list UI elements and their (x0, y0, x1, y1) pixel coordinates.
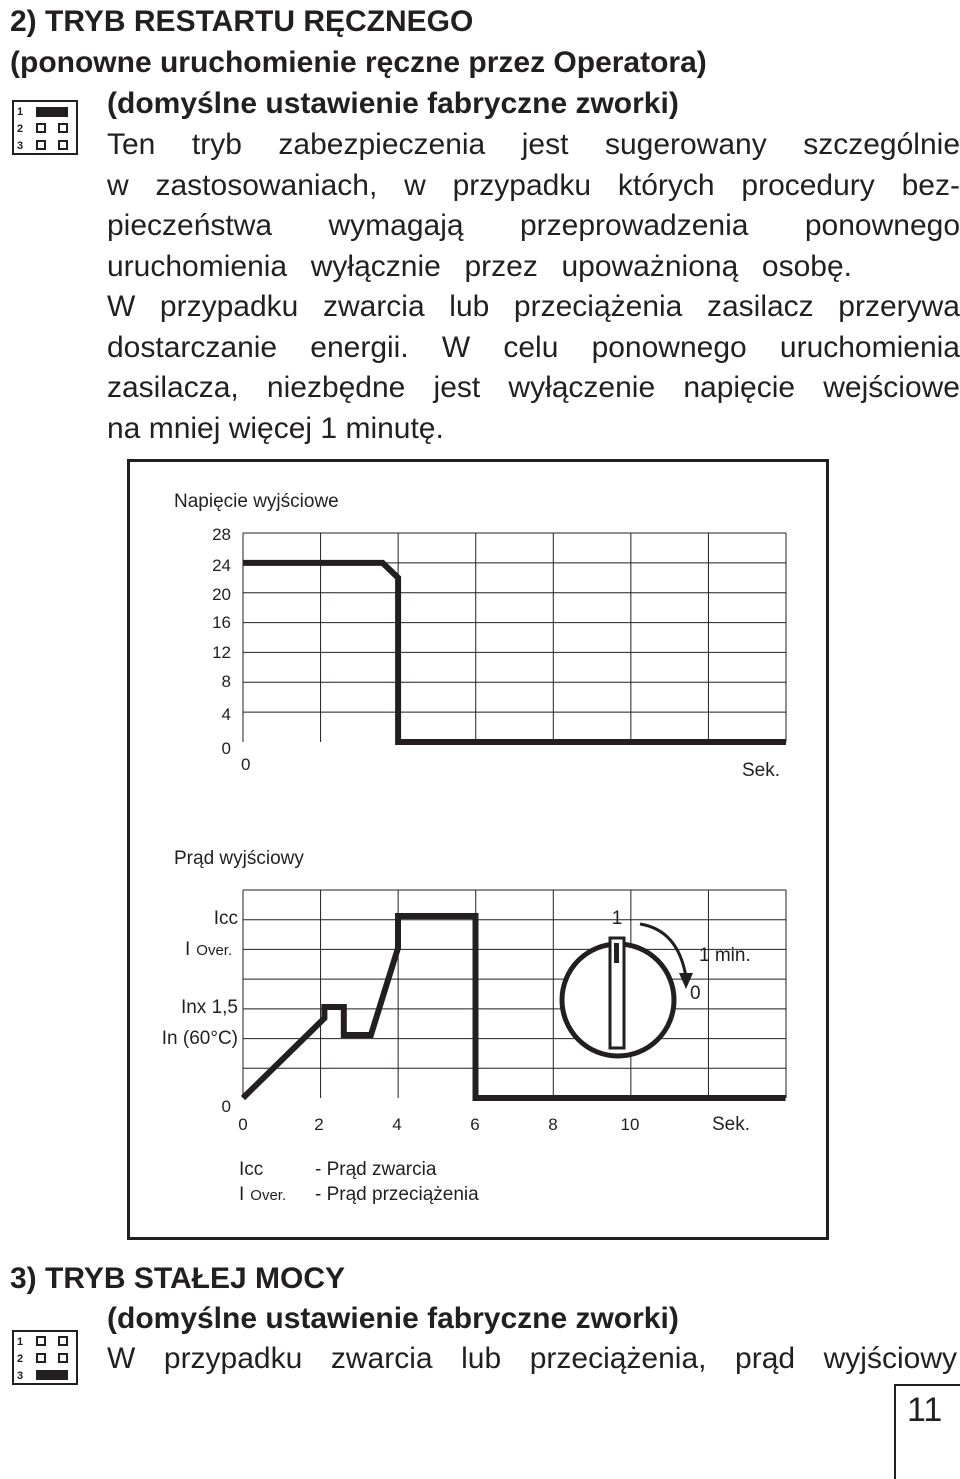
current-chart-x-ticks (238, 1115, 639, 1134)
body-line: na mniej więcej 1 minutę. (107, 411, 444, 445)
body-line: uruchomienia wyłącznie przez upoważnioną osobę. (107, 249, 852, 283)
current-series-line (243, 916, 786, 1098)
current-y-label-inx: Inx 1,5 (180, 997, 238, 1018)
jumper-pin (36, 140, 46, 150)
section-2-title: 2) TRYB RESTARTU RĘCZNEGO (10, 5, 474, 38)
body-line: Ten tryb zabezpieczenia jest sugerowany szczególnie (107, 128, 960, 161)
jumper-bridge (36, 107, 68, 117)
current-x-tick: 2 (314, 1115, 324, 1134)
jumper-pin (36, 1353, 46, 1363)
jumper-pin (36, 123, 46, 133)
body-line: dostarczanie energii. W celu ponownego uruchomienia (107, 330, 960, 364)
body-line: W przypadku zwarcia lub przeciążenia, prąd wyjściowy (107, 1342, 957, 1375)
current-x-tick: 10 (620, 1115, 640, 1134)
current-x-tick: 6 (470, 1115, 480, 1134)
voltage-y-tick: 24 (212, 556, 231, 575)
voltage-y-tick: 4 (221, 705, 231, 724)
voltage-x-start: 0 (241, 755, 251, 774)
voltage-y-tick: 28 (212, 525, 231, 544)
current-y-label-iover (185, 939, 232, 960)
body-line: zasilacza, niezbędne jest wyłączenie napięcie wejściowe (107, 371, 960, 404)
jumper-pin (58, 123, 68, 133)
voltage-y-tick: 16 (212, 613, 231, 632)
pin-number-2: 2 (17, 1353, 24, 1365)
voltage-chart-title: Napięcie wyjściowe (174, 491, 339, 512)
jumper-pin (58, 140, 68, 150)
current-x-tick: 4 (392, 1115, 402, 1134)
section-2-default-note: (domyślne ustawienie fabryczne zworki) (107, 87, 679, 120)
section-2-body (107, 125, 960, 449)
jumper-pin (58, 1336, 68, 1346)
voltage-y-tick: 8 (221, 672, 231, 691)
legend-iover-main: I (239, 1184, 245, 1205)
section-2-subtitle: (ponowne uruchomienie ręczne przez Operatora) (10, 46, 707, 79)
pin-number-2: 2 (17, 123, 24, 135)
timing-diagram-figure (127, 459, 829, 1240)
figure-legend (239, 1159, 479, 1205)
voltage-y-tick: 0 (221, 739, 231, 758)
jumper-pin (36, 1336, 46, 1346)
current-x-unit: Sek. (712, 1114, 751, 1135)
jumper-pin (58, 1353, 68, 1363)
current-chart-grid (243, 890, 786, 1098)
voltage-y-tick: 20 (212, 585, 231, 604)
pin-number-1: 1 (17, 1336, 24, 1348)
body-line: pieczeństwa wymagają przeprowadzenia ponownego (107, 209, 960, 242)
iover-sub: Over. (196, 942, 233, 959)
knob-label-on: 1 (611, 908, 623, 929)
timing-diagram-svg (130, 462, 826, 1237)
legend-symbol-icc: Icc (239, 1159, 264, 1180)
voltage-y-tick: 12 (212, 643, 231, 662)
knob-label-off: 0 (690, 983, 701, 1004)
knob-duration-label: 1 min. (699, 945, 751, 966)
section-3-body (107, 1339, 957, 1380)
current-chart-title: Prąd wyjściowy (174, 848, 304, 869)
body-line: w zastosowaniach, w przypadku których procedury bez- (107, 168, 960, 202)
voltage-chart-y-ticks (212, 525, 231, 758)
current-y-label-zero: 0 (221, 1097, 231, 1116)
page-number: 11 (907, 1391, 943, 1429)
voltage-x-unit: Sek. (742, 760, 781, 781)
legend-text-iover: - Prąd przeciążenia (315, 1184, 479, 1205)
current-x-tick: 8 (548, 1115, 558, 1134)
jumper-diagram-pins-1-2 (12, 100, 78, 155)
pin-number-1: 1 (17, 106, 24, 118)
jumper-bridge (36, 1370, 68, 1380)
iover-main: I (185, 939, 191, 960)
pin-number-3: 3 (17, 1370, 24, 1382)
current-y-label-icc: Icc (213, 908, 238, 929)
pin-number-3: 3 (17, 140, 24, 152)
timer-knob-icon (562, 908, 751, 1056)
legend-iover-sub: Over. (250, 1187, 287, 1204)
current-x-tick: 0 (238, 1115, 248, 1134)
knob-indicator (614, 943, 619, 963)
legend-text-icc: - Prąd zwarcia (315, 1159, 437, 1180)
body-line: W przypadku zwarcia lub przeciążenia zasilacz przerywa (107, 290, 960, 323)
section-3-default-note: (domyślne ustawienie fabryczne zworki) (107, 1302, 679, 1335)
legend-symbol-iover (239, 1184, 286, 1205)
current-y-label-in: In (60°C) (161, 1028, 238, 1049)
section-3-title: 3) TRYB STAŁEJ MOCY (10, 1262, 346, 1295)
jumper-diagram-pins-2-3 (12, 1330, 78, 1385)
